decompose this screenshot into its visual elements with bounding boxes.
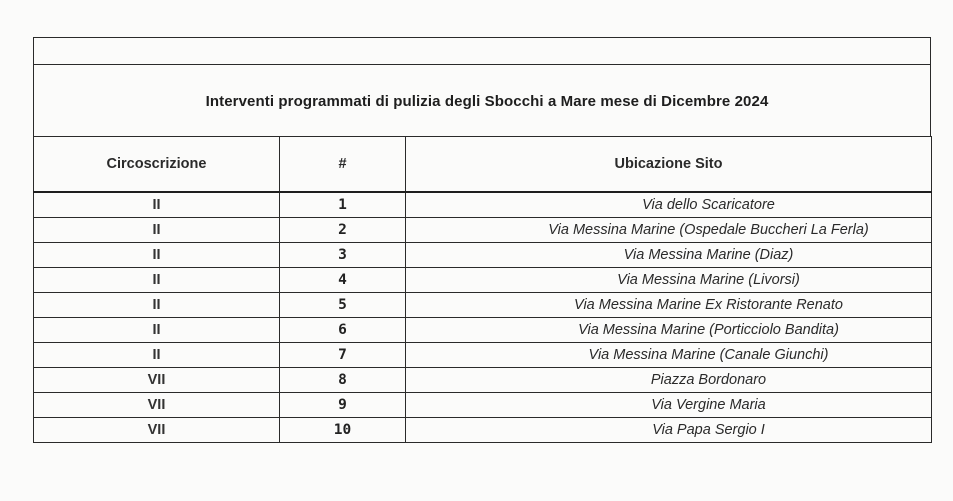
table-row: [34, 343, 932, 368]
cell-number: 5: [280, 293, 406, 318]
cell-circoscrizione: II: [34, 192, 280, 218]
cell-number: 8: [280, 368, 406, 393]
cell-site: [406, 318, 932, 343]
table-row: [34, 293, 932, 318]
table-row: [34, 192, 932, 218]
site-text: Via Messina Marine (Porticciolo Bandita): [578, 322, 839, 338]
table-row: [34, 318, 932, 343]
cell-circoscrizione: II: [34, 293, 280, 318]
empty-header-row: [33, 37, 931, 65]
cell-circoscrizione: VII: [34, 418, 280, 443]
site-text: Via dello Scaricatore: [642, 197, 775, 213]
cell-circoscrizione: VII: [34, 393, 280, 418]
cell-site: [406, 268, 932, 293]
cell-site: [406, 192, 932, 218]
site-text: Via Messina Marine (Ospedale Buccheri La Ferla): [548, 222, 869, 238]
cell-circoscrizione: II: [34, 218, 280, 243]
header-site: Ubicazione Sito: [406, 137, 932, 193]
site-text: Piazza Bordonaro: [650, 372, 767, 388]
cell-number: 3: [280, 243, 406, 268]
document-table: [33, 37, 931, 453]
table-row: [34, 218, 932, 243]
table-row: [34, 418, 932, 443]
cell-number: 10: [280, 418, 406, 443]
site-text: Via Papa Sergio I: [652, 422, 765, 438]
cell-circoscrizione: II: [34, 243, 280, 268]
cell-number: 4: [280, 268, 406, 293]
site-text: Via Messina Marine Ex Ristorante Renato: [574, 297, 843, 313]
cell-number: 1: [280, 192, 406, 218]
table-row: [34, 268, 932, 293]
schedule-table: [33, 136, 932, 443]
site-text: Via Vergine Maria: [651, 397, 766, 413]
site-text: Via Messina Marine (Livorsi): [617, 272, 800, 288]
table-row: [34, 243, 932, 268]
cell-site: [406, 218, 932, 243]
cell-circoscrizione: II: [34, 268, 280, 293]
cell-circoscrizione: VII: [34, 368, 280, 393]
cell-site: [406, 418, 932, 443]
site-text: Via Messina Marine (Canale Giunchi): [588, 347, 829, 363]
cell-circoscrizione: II: [34, 343, 280, 368]
cell-site: [406, 293, 932, 318]
cell-number: 7: [280, 343, 406, 368]
cell-site: [406, 393, 932, 418]
cell-site: [406, 368, 932, 393]
cell-site: [406, 243, 932, 268]
table-row: [34, 393, 932, 418]
cell-number: 9: [280, 393, 406, 418]
cell-number: 6: [280, 318, 406, 343]
table-title-row: [33, 64, 931, 137]
column-header-row: [34, 137, 932, 193]
cell-number: 2: [280, 218, 406, 243]
header-number: #: [280, 137, 406, 193]
table-title: Interventi programmati di pulizia degli Sbocchi a Mare mese di Dicembre 2024: [205, 92, 769, 110]
cell-circoscrizione: II: [34, 318, 280, 343]
site-text: Via Messina Marine (Diaz): [623, 247, 794, 263]
table-row: [34, 368, 932, 393]
header-circoscrizione: Circoscrizione: [34, 137, 280, 193]
cell-site: [406, 343, 932, 368]
